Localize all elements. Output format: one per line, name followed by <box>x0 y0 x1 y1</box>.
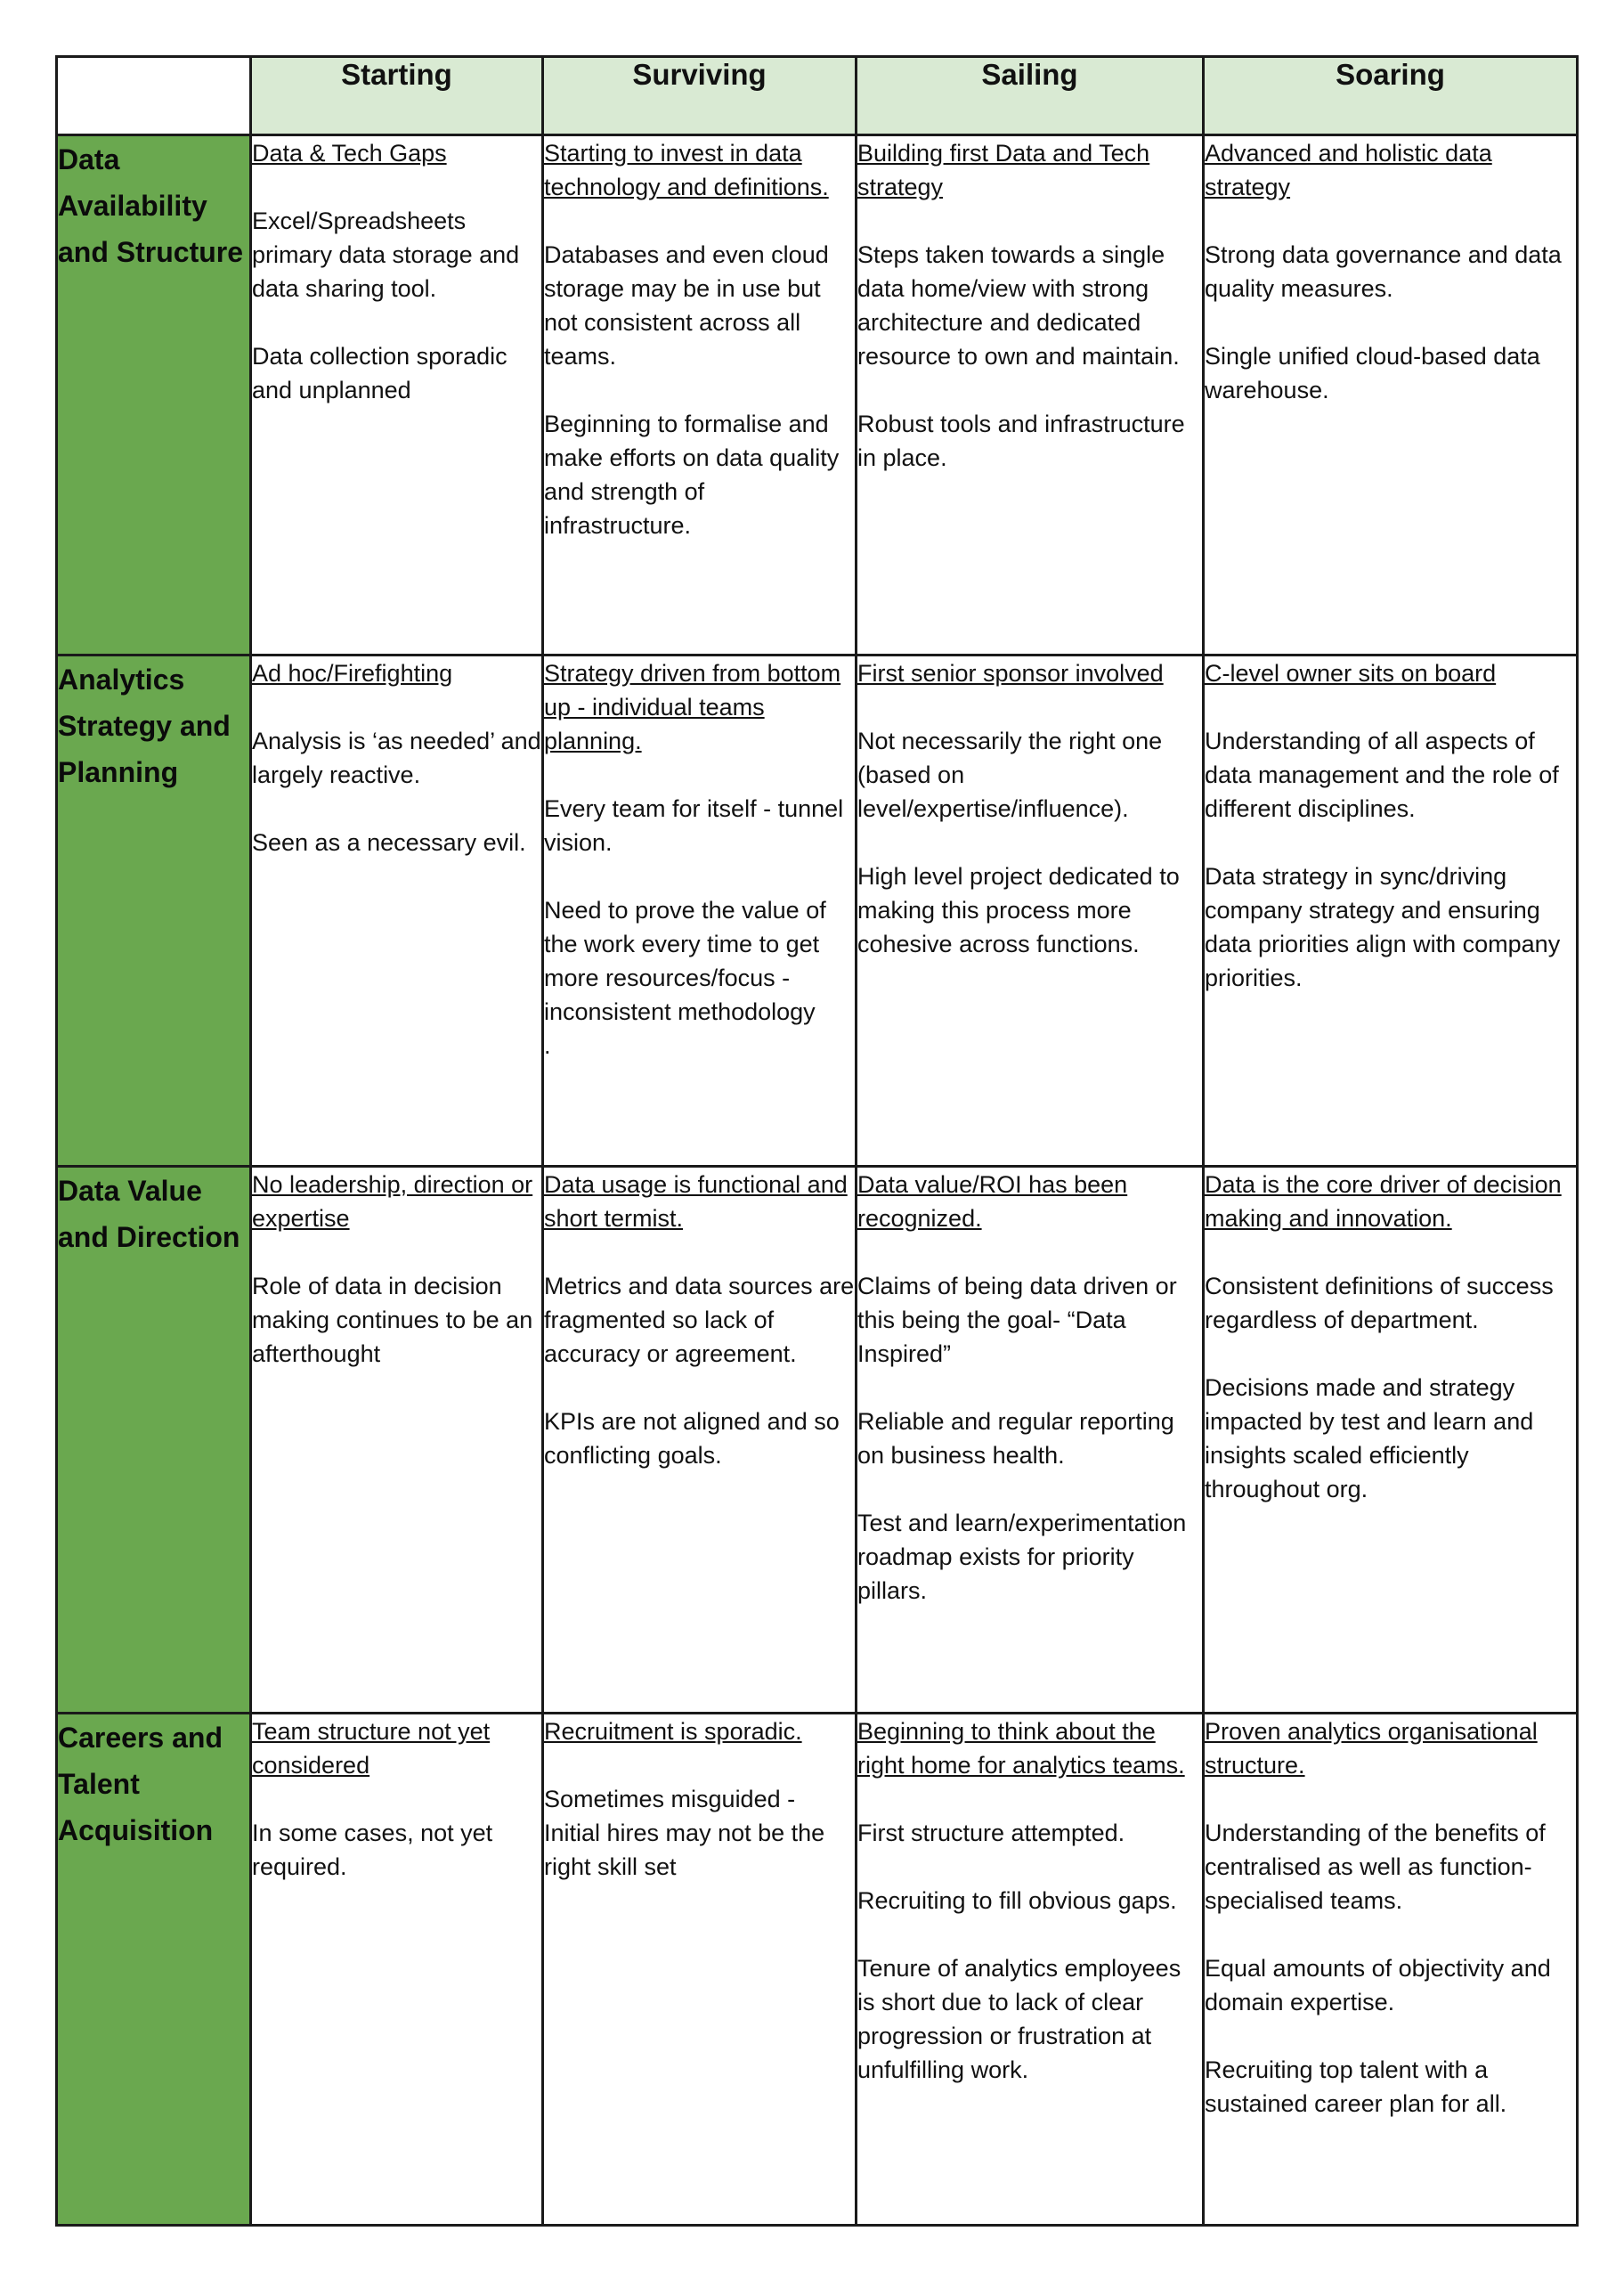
cell-paragraph: Not necessarily the right one (based on level/expertise/influence). <box>857 728 1163 822</box>
cell-data-availability-soaring <box>1204 135 1578 656</box>
cell-data-value-starting <box>251 1167 543 1714</box>
cell-headline: Building first Data and Tech strategy <box>857 140 1150 200</box>
cell-paragraph: Analysis is ‘as needed’ and largely reactive. <box>252 728 541 788</box>
cell-paragraph: Data strategy in sync/driving company strategy and ensuring data priorities align with company priorities. <box>1205 863 1561 991</box>
cell-paragraph: Need to prove the value of the work every time to get more resources/focus - inconsistent methodology . <box>544 897 826 1059</box>
row-header-data-availability: Data Availability and Structure <box>57 135 251 656</box>
cell-data-value-soaring <box>1204 1167 1578 1714</box>
row-header-analytics-strategy: Analytics Strategy and Planning <box>57 656 251 1167</box>
cell-headline: No leadership, direction or expertise <box>252 1171 533 1232</box>
cell-paragraph: Decisions made and strategy impacted by test and learn and insights scaled efficiently throughout org. <box>1205 1374 1534 1502</box>
cell-paragraph: Databases and even cloud storage may be in use but not consistent across all teams. <box>544 241 829 370</box>
cell-headline: Starting to invest in data technology and definitions. <box>544 140 829 200</box>
cell-paragraph: Understanding of all aspects of data management and the role of different disciplines. <box>1205 728 1559 822</box>
cell-data-value-sailing <box>857 1167 1204 1714</box>
cell-data-availability-surviving <box>543 135 857 656</box>
cell-headline: Recruitment is sporadic. <box>544 1718 802 1745</box>
cell-paragraph: Data collection sporadic and unplanned <box>252 343 508 403</box>
cell-paragraph: Claims of being data driven or this being the goal- “Data Inspired” <box>857 1273 1177 1367</box>
table-row <box>57 1714 1578 2226</box>
cell-paragraph: Role of data in decision making continues to be an afterthought <box>252 1273 533 1367</box>
cell-headline: Advanced and holistic data strategy <box>1205 140 1492 200</box>
column-header-soaring: Soaring <box>1204 57 1578 135</box>
cell-headline: Beginning to think about the right home for analytics teams. <box>857 1718 1185 1779</box>
cell-data-availability-starting <box>251 135 543 656</box>
maturity-matrix-table <box>55 55 1579 2227</box>
cell-analytics-strategy-surviving <box>543 656 857 1167</box>
table-row <box>57 656 1578 1167</box>
table-row <box>57 135 1578 656</box>
cell-headline: Proven analytics organisational structure. <box>1205 1718 1538 1779</box>
cell-headline: Data & Tech Gaps <box>252 140 447 167</box>
cell-paragraph: Test and learn/experimentation roadmap exists for priority pillars. <box>857 1510 1187 1604</box>
cell-paragraph: Single unified cloud-based data warehouse. <box>1205 343 1540 403</box>
cell-paragraph: Every team for itself - tunnel vision. <box>544 795 844 856</box>
cell-paragraph: Excel/Spreadsheets primary data storage and data sharing tool. <box>252 208 520 302</box>
cell-paragraph: Recruiting to fill obvious gaps. <box>857 1887 1177 1914</box>
row-header-careers-talent: Careers and Talent Acquisition <box>57 1714 251 2226</box>
cell-headline: First senior sponsor involved <box>857 660 1164 687</box>
column-header-sailing: Sailing <box>857 57 1204 135</box>
column-header-surviving: Surviving <box>543 57 857 135</box>
cell-paragraph: Understanding of the benefits of centralised as well as function-specialised teams. <box>1205 1820 1546 1914</box>
cell-paragraph: Recruiting top talent with a sustained career plan for all. <box>1205 2056 1507 2117</box>
column-header-starting: Starting <box>251 57 543 135</box>
cell-paragraph: In some cases, not yet required. <box>252 1820 493 1880</box>
cell-paragraph: Reliable and regular reporting on business health. <box>857 1408 1174 1469</box>
header-row <box>57 57 1578 135</box>
cell-headline: C-level owner sits on board <box>1205 660 1497 687</box>
cell-paragraph: Tenure of analytics employees is short due to lack of clear progression or frustration at unfulfilling work. <box>857 1955 1181 2083</box>
cell-paragraph: KPIs are not aligned and so conflicting goals. <box>544 1408 840 1469</box>
cell-data-value-surviving <box>543 1167 857 1714</box>
cell-headline: Strategy driven from bottom up - individual teams planning. <box>544 660 841 754</box>
cell-careers-talent-sailing <box>857 1714 1204 2226</box>
cell-headline: Data is the core driver of decision making and innovation. <box>1205 1171 1562 1232</box>
cell-headline: Team structure not yet considered <box>252 1718 491 1779</box>
cell-headline: Ad hoc/Firefighting <box>252 660 453 687</box>
row-header-data-value: Data Value and Direction <box>57 1167 251 1714</box>
cell-analytics-strategy-soaring <box>1204 656 1578 1167</box>
cell-analytics-strategy-sailing <box>857 656 1204 1167</box>
cell-paragraph: High level project dedicated to making this process more cohesive across functions. <box>857 863 1180 957</box>
cell-careers-talent-soaring <box>1204 1714 1578 2226</box>
cell-headline: Data value/ROI has been recognized. <box>857 1171 1128 1232</box>
cell-careers-talent-surviving <box>543 1714 857 2226</box>
cell-headline: Data usage is functional and short termist. <box>544 1171 848 1232</box>
table-row <box>57 1167 1578 1714</box>
cell-analytics-strategy-starting <box>251 656 543 1167</box>
cell-paragraph: Strong data governance and data quality measures. <box>1205 241 1562 302</box>
cell-paragraph: Robust tools and infrastructure in place. <box>857 411 1185 471</box>
cell-paragraph: Equal amounts of objectivity and domain expertise. <box>1205 1955 1551 2015</box>
cell-data-availability-sailing <box>857 135 1204 656</box>
cell-paragraph: Metrics and data sources are fragmented so lack of accuracy or agreement. <box>544 1273 855 1367</box>
cell-paragraph: Beginning to formalise and make efforts on data quality and strength of infrastructure. <box>544 411 840 539</box>
cell-paragraph: Seen as a necessary evil. <box>252 829 526 856</box>
cell-careers-talent-starting <box>251 1714 543 2226</box>
cell-paragraph: Sometimes misguided - Initial hires may not be the right skill set <box>544 1786 825 1880</box>
cell-paragraph: Steps taken towards a single data home/view with strong architecture and dedicated resource to own and maintain. <box>857 241 1180 370</box>
cell-paragraph: First structure attempted. <box>857 1820 1125 1846</box>
cell-paragraph: Consistent definitions of success regardless of department. <box>1205 1273 1554 1333</box>
header-corner-cell <box>57 57 251 135</box>
